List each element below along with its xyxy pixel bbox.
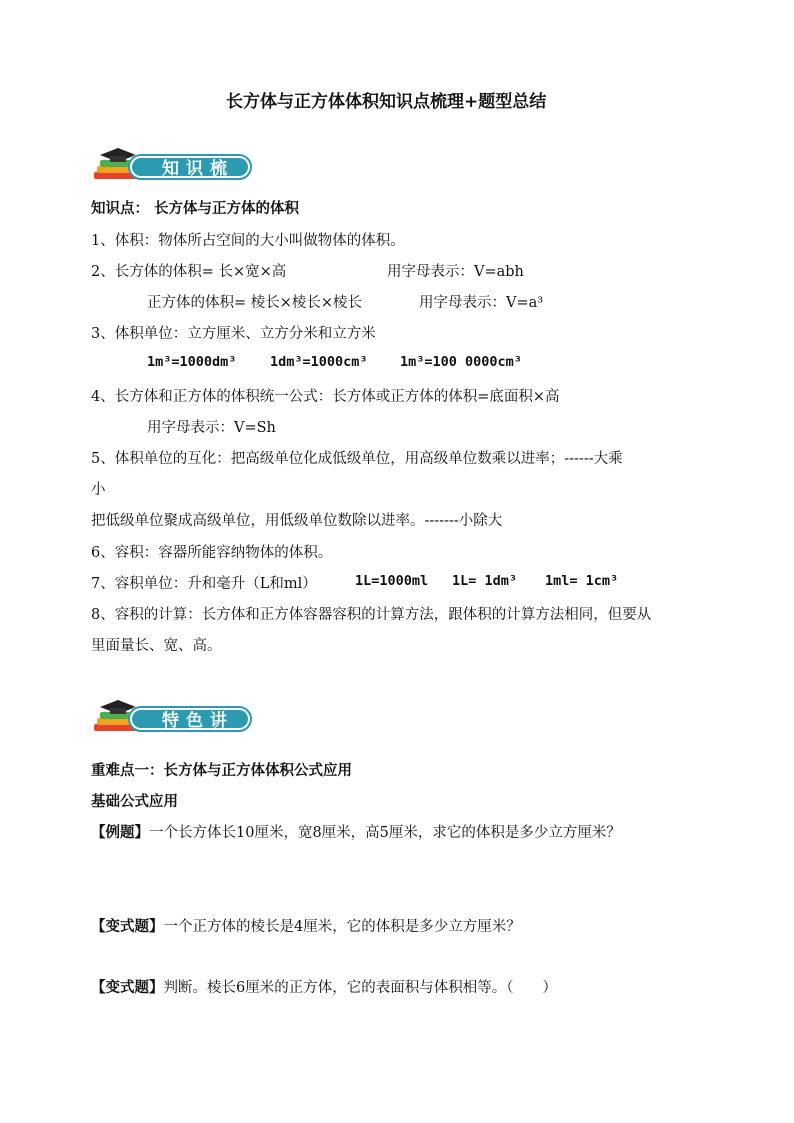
line-4-letters: 用字母表示：V=Sh [147,420,276,436]
banner-label: 知识梳理 [162,159,234,201]
variant-tag: 【变式题】 [91,918,164,935]
knowledge-point-heading: 知识点： 长方体与正方体的体积 [91,200,300,217]
line-2-cube-letters: 用字母表示：V=a³ [419,295,544,311]
variant-question-1 [91,915,521,936]
line-4: 4、长方体和正方体的体积统一公式：长方体或正方体的体积=底面积×高 [91,389,560,405]
line-3: 3、体积单位：立方厘米、立方分米和立方米 [91,326,376,342]
banner-label: 特色讲解 [162,711,234,753]
example-tag: 【例题】 [91,824,149,841]
unit-conversion-2: 1dm³=1000cm³ [270,354,368,370]
capacity-conversion-2: 1L= 1dm³ [452,573,518,589]
unit-conversion-1: 1m³=1000dm³ [147,354,237,370]
example-question [91,821,621,842]
banner-pill [128,706,252,753]
section-banner-knowledge [90,146,260,201]
variant-tag: 【变式题】 [91,979,164,996]
line-5: 5、体积单位的互化：把高级单位化成低级单位，用高级单位数乘以进率；------大乘 [91,451,623,467]
unit-conversion-3: 1m³=100 0000cm³ [400,354,522,370]
line-6: 6、容积：容器所能容纳物体的体积。 [91,545,333,561]
line-8: 8、容积的计算：长方体和正方体容器容积的计算方法，跟体积的计算方法相同，但要从 [91,607,652,623]
example-text: 一个长方体长10厘米，宽8厘米，高5厘米，求它的体积是多少立方厘米？ [149,825,621,841]
capacity-conversion-3: 1ml= 1cm³ [545,573,619,589]
capacity-conversion-1: 1L=1000ml [355,573,429,589]
line-5-wrap: 小 [91,482,106,498]
line-8-wrap: 里面量长、宽、高。 [91,638,222,654]
section-heading: 重难点一：长方体与正方体体积公式应用 [91,762,352,779]
line-2-cube-formula: 正方体的体积= 棱长×棱长×棱长 [147,295,363,311]
page-title: 长方体与正方体体积知识点梳理+题型总结 [226,92,547,112]
line-5-second: 把低级单位聚成高级单位，用低级单位数除以进率。-------小除大 [91,513,503,529]
section-subheading: 基础公式应用 [91,793,178,810]
variant-text: 一个正方体的棱长是4厘米，它的体积是多少立方厘米？ [163,919,521,935]
section-banner-explanation [90,698,260,753]
line-2-letters: 用字母表示：V=abh [387,264,524,280]
line-2-formula: 2、长方体的体积= 长×宽×高 [91,264,287,280]
banner-pill [128,154,252,201]
line-7: 7、容积单位：升和毫升（L和ml） [91,576,317,592]
line-1: 1、体积：物体所占空间的大小叫做物体的体积。 [91,233,405,249]
variant-text: 判断。棱长6厘米的正方体，它的表面积与体积相等。（ ） [163,980,557,996]
variant-question-2 [91,976,557,997]
